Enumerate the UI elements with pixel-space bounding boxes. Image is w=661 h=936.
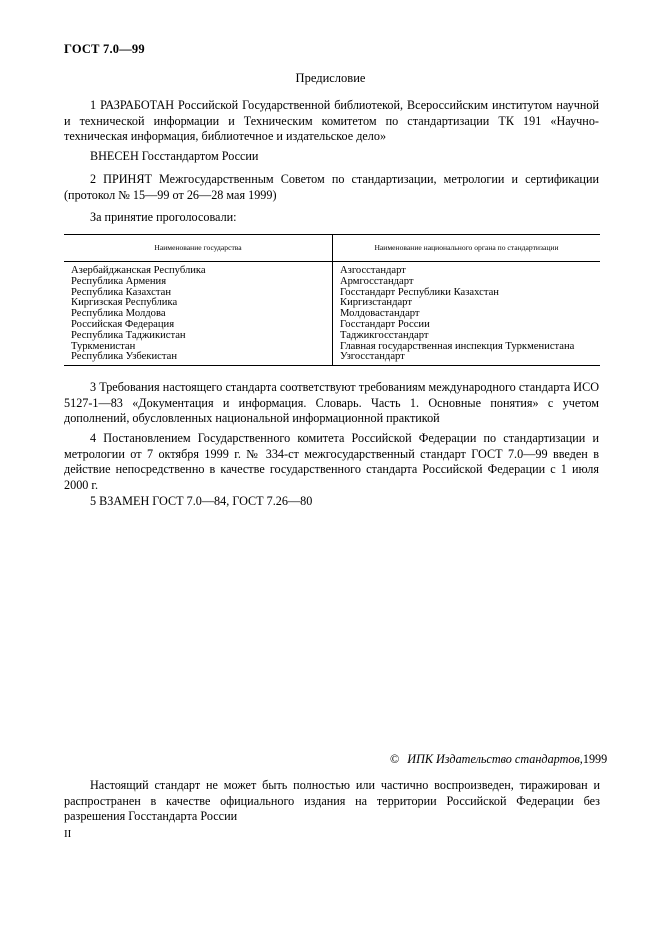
paragraph-2: 2 ПРИНЯТ Межгосударственным Советом по стандартизации, метрологии и сертификации (протокол № 15—99 от 26—28 мая 1999) xyxy=(64,172,599,202)
table-header-row xyxy=(64,235,600,262)
table-header-body: Наименование национального органа по стандартизации xyxy=(333,235,601,262)
paragraph-vnesen: ВНЕСЕН Госстандартом России xyxy=(90,149,259,163)
paragraph-4: 4 Постановлением Государственного комитета Российской Федерации по стандартизации и метрологии от 7 октября 1999 г. № 334-ст межгосударственный стандарт ГОСТ 7.0—99 введен в действие непосредственно в качестве государственного стандарта Российской Федерации с 1 июля 2000 г. xyxy=(64,431,599,492)
copyright-symbol: © xyxy=(390,752,400,766)
copyright-publisher: ИПК Издательство стандартов, xyxy=(407,752,583,766)
standards-body-cell: Госстандарт Республики Казахстан xyxy=(333,288,601,299)
table-row xyxy=(64,331,600,342)
standards-body-cell: Узгосстандарт xyxy=(333,352,601,365)
standards-body-cell: Киргизстандарт xyxy=(333,298,601,309)
table-row xyxy=(64,277,600,288)
page-number: II xyxy=(64,828,72,840)
states-table xyxy=(64,234,600,366)
table-header-state: Наименование государства xyxy=(64,235,333,262)
standards-body-cell: Азгосстандарт xyxy=(333,262,601,277)
table-body xyxy=(64,262,600,366)
state-name-cell: Республика Армения xyxy=(71,275,167,287)
state-name-cell: Республика Молдова xyxy=(71,308,166,320)
standards-body-cell: Главная государственная инспекция Туркменистана xyxy=(333,342,601,353)
section-title: Предисловие xyxy=(295,71,366,85)
state-name-cell: Российская Федерация xyxy=(71,318,175,330)
standards-body-cell: Таджикгосстандарт xyxy=(333,331,601,342)
table-row xyxy=(64,352,600,365)
paragraph-1: 1 РАЗРАБОТАН Российской Государственной библиотекой, Всероссийским институтом научной и технической информации и Техническим комитетом по стандартизации ТК 191 «Научно-техническая информация, библиотечное и издательское дело» xyxy=(64,98,599,143)
state-name-cell: Республика Узбекистан xyxy=(64,352,333,365)
paragraph-3: 3 Требования настоящего стандарта соответствуют требованиям международного стандарта ИСО 5127-1—83 «Документация и информация. Словарь. Часть 1. Основные понятия» с учетом дополнений, обусловленных национальной информационной практикой xyxy=(64,380,599,425)
copyright-line xyxy=(390,752,607,767)
copyright-year: 1999 xyxy=(582,752,608,766)
paragraph-voted: За принятие проголосовали: xyxy=(90,210,237,224)
state-name-cell: Туркменистан xyxy=(71,340,136,352)
paragraph-5: 5 ВЗАМЕН ГОСТ 7.0—84, ГОСТ 7.26—80 xyxy=(90,494,313,508)
state-name-cell: Азербайджанская Республика xyxy=(71,265,206,276)
reproduction-notice: Настоящий стандарт не может быть полностью или частично воспроизведен, тиражирован и распространен в качестве официального издания на территории Российской Федерации без разрешения Госстандарта России xyxy=(64,778,600,823)
state-name-cell: Киргизская Республика xyxy=(71,297,178,309)
standards-body-cell: Армгосстандарт xyxy=(333,277,601,288)
document-id: ГОСТ 7.0—99 xyxy=(64,42,145,56)
standards-body-cell: Госстандарт России xyxy=(333,320,601,331)
state-name-cell: Республика Таджикистан xyxy=(71,329,186,341)
table-row xyxy=(64,262,600,277)
standards-body-cell: Молдовастандарт xyxy=(333,309,601,320)
state-name-cell: Республика Казахстан xyxy=(71,286,172,298)
